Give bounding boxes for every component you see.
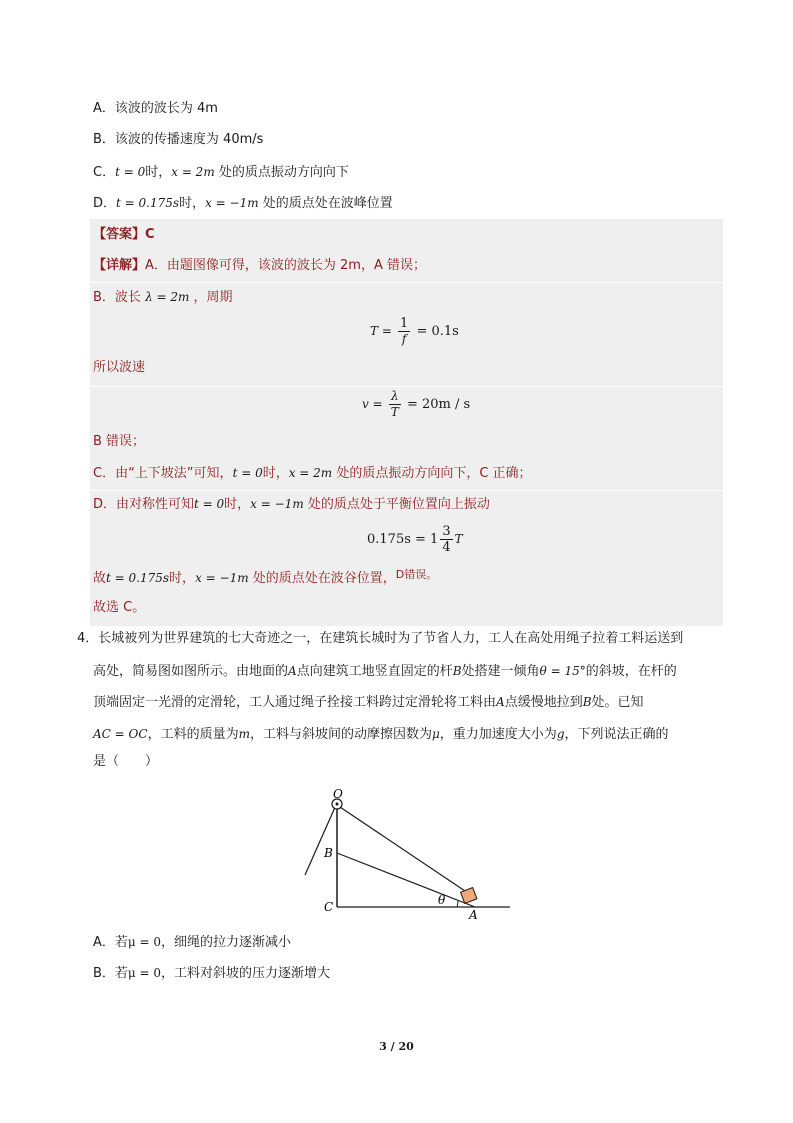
q4-line-2: 高处，简易图如图所示。由地面的A点向建筑工地竖直固定的杆B处搭建一倾角θ = 15°的斜坡，在杆的	[93, 664, 677, 679]
detail-b-intro: B．波长 λ = 2m ，周期	[93, 290, 233, 305]
page-number: 3 / 20	[379, 1040, 414, 1053]
label-o: O	[333, 787, 343, 801]
incline-diagram	[295, 785, 520, 920]
option-b: B．该波的传播速度为 40m/s	[93, 132, 264, 147]
answer-panel	[90, 219, 723, 626]
detail-conclusion: 故选 C。	[93, 600, 146, 615]
label-a: A	[469, 908, 478, 920]
equation-speed: v = $\frac{\lambda}{T}$ = 20m / s	[362, 389, 471, 419]
detail-c: C．由“上下坡法”可知，t = 0时，x = 2m 处的质点振动方向向下，C 正确；	[93, 466, 532, 481]
equation-time: 0.175s = 1 $\frac{3}{4}$ T	[367, 524, 463, 555]
label-theta: θ	[438, 893, 446, 907]
q4-line-5: 是（ ）	[93, 754, 159, 769]
option-c: C．t = 0时，x = 2m 处的质点振动方向向下	[93, 165, 349, 180]
option-d: D．t = 0.175s时，x = −1m 处的质点处在波峰位置	[93, 196, 393, 211]
detail-a: 【详解】A．由题图像可得，该波的波长为 2m，A 错误；	[93, 258, 427, 273]
q4-line-3: 顶端固定一光滑的定滑轮，工人通过绳子拴接工料跨过定滑轮将工料由A点缓慢地拉到B处。已知	[93, 695, 644, 710]
detail-d2: 故t = 0.175s时，x = −1m 处的质点处在波谷位置，$^{D错误。}$	[93, 568, 438, 586]
answer-line: 【答案】C	[93, 227, 155, 242]
rope-left	[305, 805, 336, 875]
rope-right	[337, 805, 468, 893]
equation-period: T = $\frac{1}{f}$ = 0.1s	[370, 316, 459, 346]
label-c: C	[324, 900, 334, 914]
angle-arc	[457, 901, 458, 907]
detail-b-wrong: B 错误；	[93, 434, 146, 449]
slope	[337, 853, 475, 907]
q4-option-b: B．若μ = 0，工料对斜坡的压力逐渐增大	[93, 966, 331, 981]
detail-speed-text: 所以波速	[93, 360, 146, 375]
option-a: A．该波的波长为 4m	[93, 101, 218, 116]
detail-d: D．由对称性可知t = 0时，x = −1m 处的质点处于平衡位置向上振动	[93, 497, 490, 512]
q4-option-a: A．若μ = 0，细绳的拉力逐渐减小	[93, 935, 292, 950]
pulley-axle	[336, 803, 339, 806]
label-b: B	[324, 846, 333, 860]
q4-line-4: AC = OC，工料的质量为m，工料与斜坡间的动摩擦因数为μ，重力加速度大小为g，下列说法正确的	[93, 727, 669, 742]
q4-line-1: 4．长城被列为世界建筑的七大奇迹之一，在建筑长城时为了节省人力，工人在高处用绳子拉着工料运送到	[77, 631, 684, 646]
